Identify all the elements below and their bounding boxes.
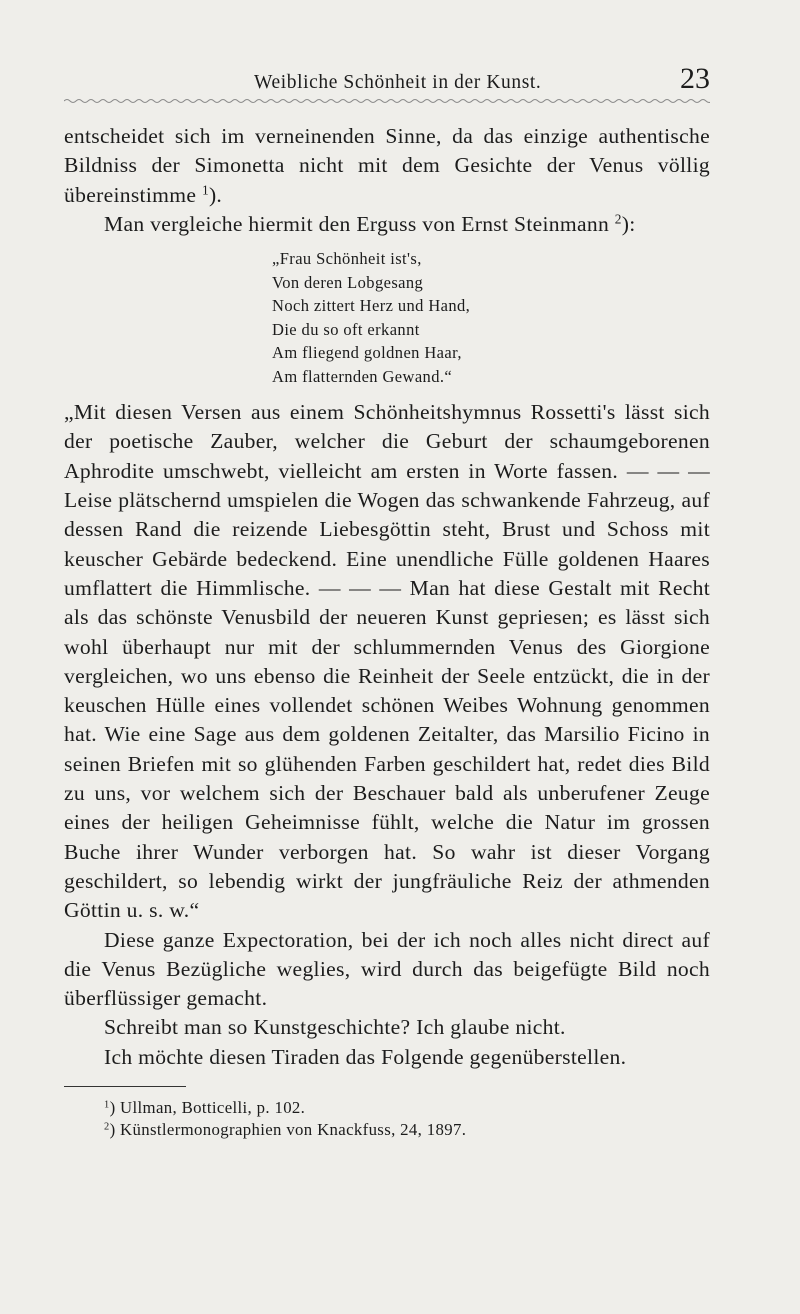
footnote: $^2$) Künstlermonographien von Knackfuss, 24, 1897. <box>104 1119 467 1139</box>
footnote-ref: 1 <box>201 182 209 198</box>
footnotes <box>104 1097 724 1140</box>
page-header <box>64 62 710 102</box>
header-wavy-rule <box>64 96 710 106</box>
paragraph: Diese ganze Expectoration, bei der ich noch alles nicht direct auf die Venus Bezügliche weglies, wird durch das beigefügte Bild noch überflüssiger gemacht. <box>64 927 710 1011</box>
poem-quote <box>272 247 710 388</box>
poem-line: Am fliegend goldnen Haar, <box>272 343 462 363</box>
footnote: $^1$) Ullman, Botticelli, p. 102. <box>104 1098 306 1117</box>
paragraph: Man vergleiche hiermit den Erguss von Ernst Steinmann $^2$): <box>104 211 636 236</box>
paragraph: Ich möchte diesen Tiraden das Folgende gegenüberstellen. <box>104 1044 627 1069</box>
footnote-divider <box>64 1086 186 1087</box>
poem-line: Noch zittert Herz und Hand, <box>272 296 471 316</box>
poem-line: Die du so oft erkannt <box>272 319 420 339</box>
paragraph: entscheidet sich im verneinenden Sinne, da das einzige authentische Bildniss der Simonetta nicht mit dem Gesichte der Venus völlig übereinstimme $^1$). <box>64 124 710 207</box>
body-text <box>64 122 710 1072</box>
poem-line: „Frau Schönheit ist's, <box>272 249 422 269</box>
poem-line: Von deren Lobgesang <box>272 272 424 292</box>
running-title: Weibliche Schönheit in der Kunst. <box>254 72 542 93</box>
paragraph: Schreibt man so Kunstgeschichte? Ich glaube nicht. <box>104 1015 566 1040</box>
paragraph: „Mit diesen Versen aus einem Schönheitshymnus Rossetti's lässt sich der poetische Zauber, welcher die Geburt der schaumgeborenen Aphrodite umschwebt, vielleicht am ersten in Worte fassen. — — — Leise plätschernd umspielen die Wogen das schwankende Fahrzeug, auf dessen Rand die reizende Liebesgöttin steht, Brust und Schoss mit keuscher Gebärde bedeckend. Eine unendliche Fülle goldenen Haares umflattert die Himmlische. — — — Man hat diese Gestalt mit Recht als das schönste Venusbild der neueren Kunst gepriesen; es lässt sich wohl überhaupt nur mit der schlummernden Venus des Giorgione vergleichen, wo uns ebenso die Reinheit der Seele entzückt, die in der keuschen Hülle eines vollendet schönen Weibes Wohnung genommen hat. Wie eine Sage aus dem goldenen Zeitalter, das Marsilio Ficino in seinen Briefen mit so glühenden Farben geschildert hat, redet dies Bild zu uns, vor welchem sich der Beschauer bald als unberufener Zeuge eines der heiligen Geheimnisse fühlt, welche die Natur im grossen Buche ihrer Wunder verborgen hat. So wahr ist dieser Vorgang geschildert, so lebendig wirkt der jungfräuliche Reiz der athmenden Göttin u. s. w.“ <box>64 400 710 923</box>
footnote-ref: 2 <box>614 211 622 227</box>
poem-line: Am flatternden Gewand.“ <box>272 366 453 386</box>
page-number: 23 <box>680 62 710 95</box>
